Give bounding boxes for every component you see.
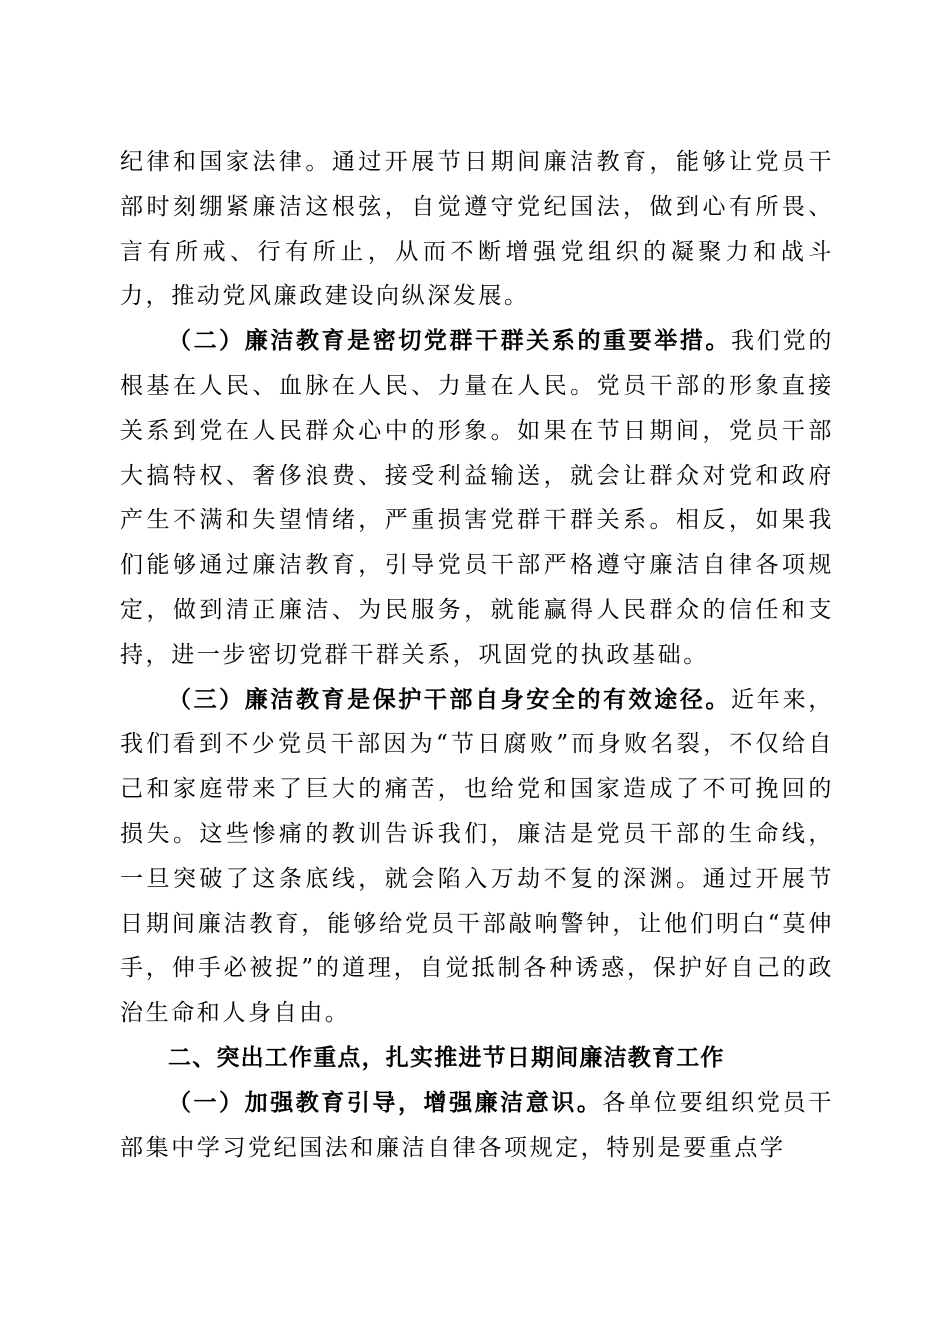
paragraph-text: 近年来，我们看到不少党员干部因为“节日腐败”而身败名裂，不仅给自己和家庭带来了巨大的痛苦，也给党和国家造成了不可挽回的损失。这些惨痛的教训告诉我们，廉洁是党员干部的生命线，一旦突破了这条底线，就会陷入万劫不复的深渊。通过开展节日期间廉洁教育，能够给党员干部敲响警钟，让他们明白“莫伸手，伸手必被捉”的道理，自觉抵制各种诱惑，保护好自己的政治生命和人身自由。 [120, 686, 834, 1027]
section-heading: 二、突出工作重点，扎实推进节日期间廉洁教育工作 [168, 1044, 725, 1071]
paragraph-heading: （二）廉洁教育是密切党群干群关系的重要举措。 [168, 328, 732, 355]
paragraph-text: 各单位要组织党员干部集中学习党纪国法和廉洁自律各项规定，特别是要重点学 [120, 1089, 834, 1161]
paragraph-three [120, 678, 834, 1036]
paragraph-heading: （三）廉洁教育是保护干部自身安全的有效途径。 [168, 686, 732, 713]
paragraph-continuation [120, 140, 834, 319]
paragraph-four [120, 1081, 834, 1171]
document-page [120, 140, 834, 1170]
paragraph-text: 我们党的根基在人民、血脉在人民、力量在人民。党员干部的形象直接关系到党在人民群众心中的形象。如果在节日期间，党员干部大搞特权、奢侈浪费、接受利益输送，就会让群众对党和政府产生不满和失望情绪，严重损害党群干群关系。相反，如果我们能够通过廉洁教育，引导党员干部严格遵守廉洁自律各项规定，做到清正廉洁、为民服务，就能赢得人民群众的信任和支持，进一步密切党群干群关系，巩固党的执政基础。 [120, 328, 834, 668]
paragraph-two [120, 319, 834, 677]
paragraph-heading: （一）加强教育引导，增强廉洁意识。 [168, 1089, 603, 1116]
paragraph-text: 纪律和国家法律。通过开展节日期间廉洁教育，能够让党员干部时刻绷紧廉洁这根弦，自觉遵守党纪国法，做到心有所畏、言有所戒、行有所止，从而不断增强党组织的凝聚力和战斗力，推动党风廉政建设向纵深发展。 [120, 149, 834, 310]
